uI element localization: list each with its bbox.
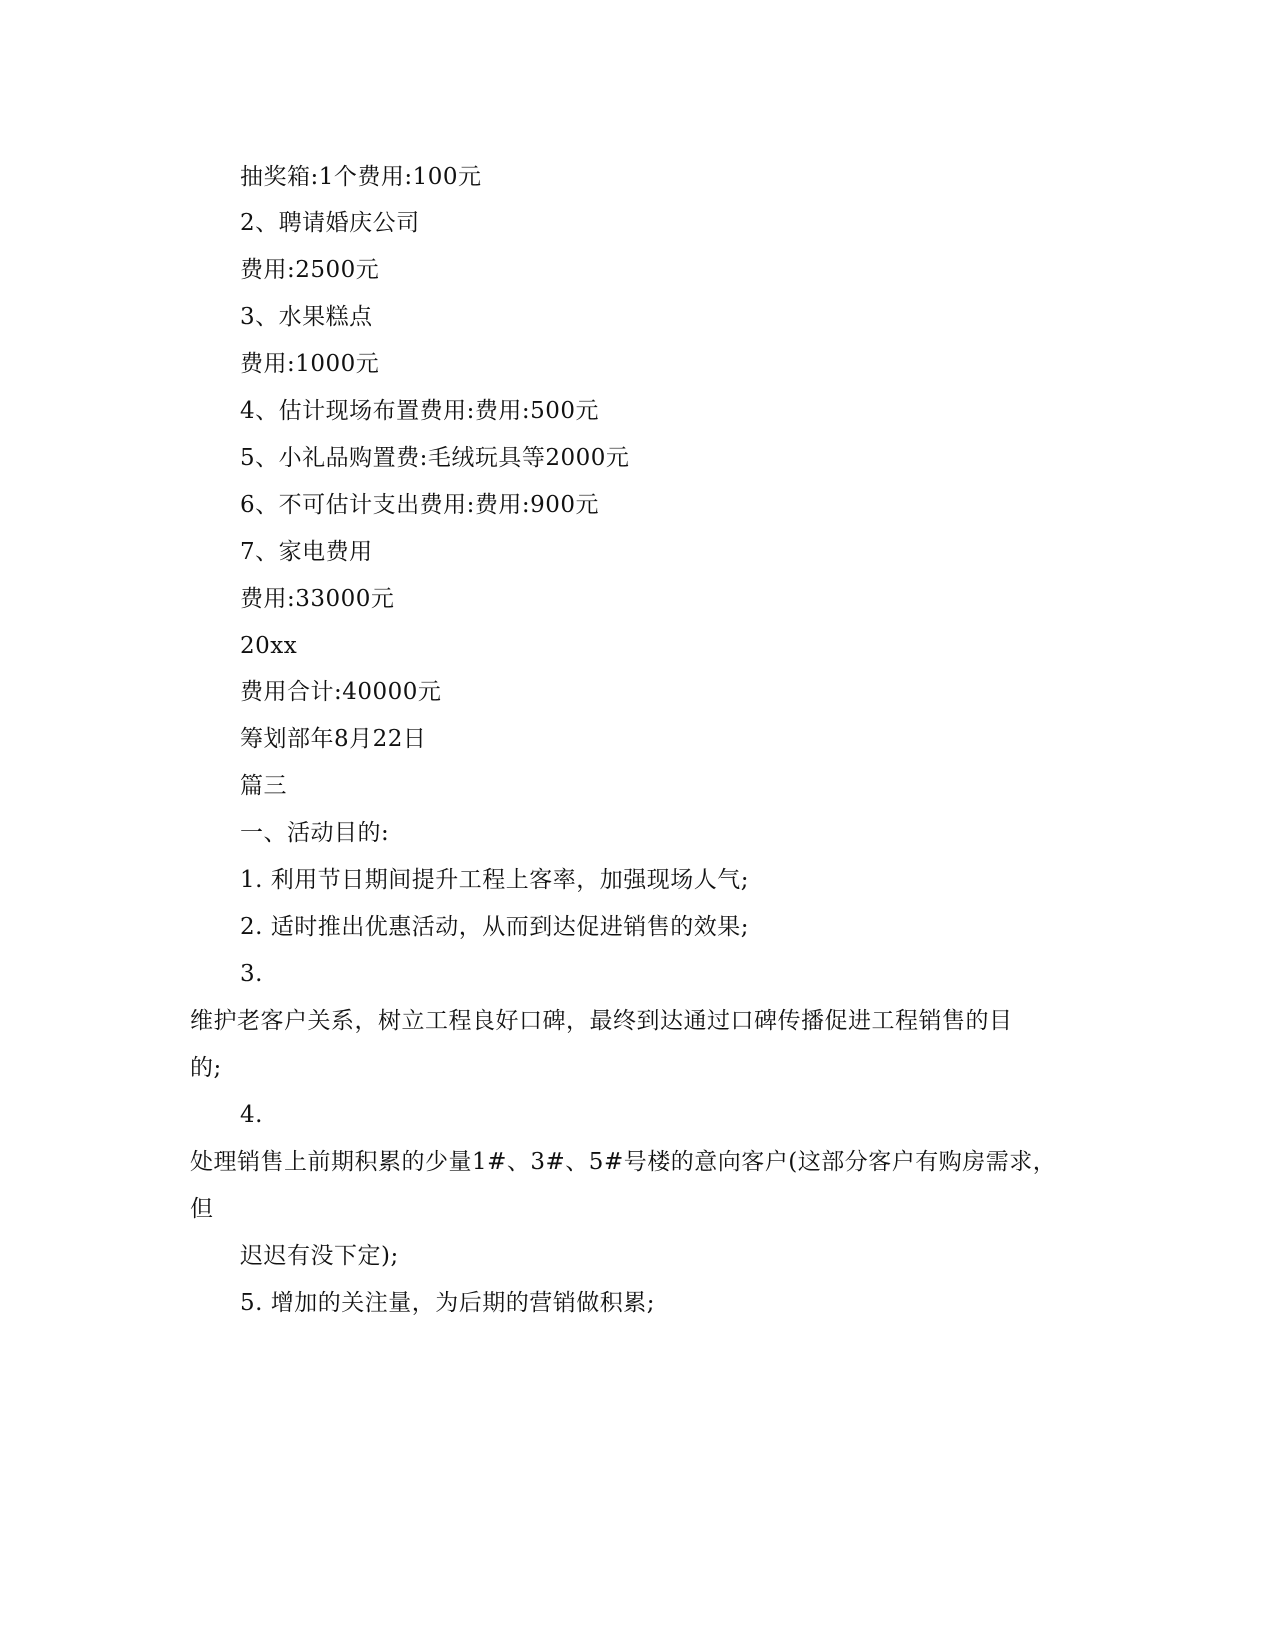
text-line-year: 20xx (240, 633, 298, 659)
list-item-4-text-end: 迟迟有没下定); (240, 1243, 399, 1269)
list-item-1: 1. 利用节日期间提升工程上客率，加强现场人气; (240, 867, 750, 893)
text-line-cost-1000: 费用:1000元 (240, 351, 380, 377)
text-line-cost-2500: 费用:2500元 (240, 257, 380, 283)
text-line-item-5: 5、小礼品购置费:毛绒玩具等2000元 (240, 445, 630, 471)
list-item-4-number: 4. (240, 1102, 263, 1128)
text-line-total-cost: 费用合计:40000元 (240, 679, 442, 705)
list-item-2: 2. 适时推出优惠活动，从而到达促进销售的效果; (240, 914, 750, 940)
section-heading-part-three: 篇三 (240, 773, 287, 799)
list-item-3-number: 3. (240, 961, 263, 987)
list-item-4-text-cont: 但 (190, 1196, 214, 1222)
text-line-department-date: 筹划部年8月22日 (240, 726, 427, 752)
list-item-3-text: 维护老客户关系，树立工程良好口碑，最终到达通过口碑传播促进工程销售的目 (190, 1008, 1013, 1034)
list-item-5: 5. 增加的关注量，为后期的营销做积累; (240, 1290, 656, 1316)
text-line-item-4: 4、估计现场布置费用:费用:500元 (240, 398, 600, 424)
section-heading-activity-purpose: 一、活动目的: (240, 820, 390, 846)
text-line-item-2: 2、聘请婚庆公司 (240, 210, 420, 236)
text-line-item-7: 7、家电费用 (240, 539, 373, 565)
list-item-4-text: 处理销售上前期积累的少量1#、3#、5#号楼的意向客户(这部分客户有购房需求， (190, 1149, 1057, 1175)
text-line-item-3: 3、水果糕点 (240, 304, 373, 330)
text-line-cost-33000: 费用:33000元 (240, 586, 395, 612)
text-line-item-6: 6、不可估计支出费用:费用:900元 (240, 492, 600, 518)
list-item-3-text-cont: 的; (190, 1055, 222, 1081)
text-line-lottery-box: 抽奖箱:1个费用:100元 (240, 164, 482, 190)
